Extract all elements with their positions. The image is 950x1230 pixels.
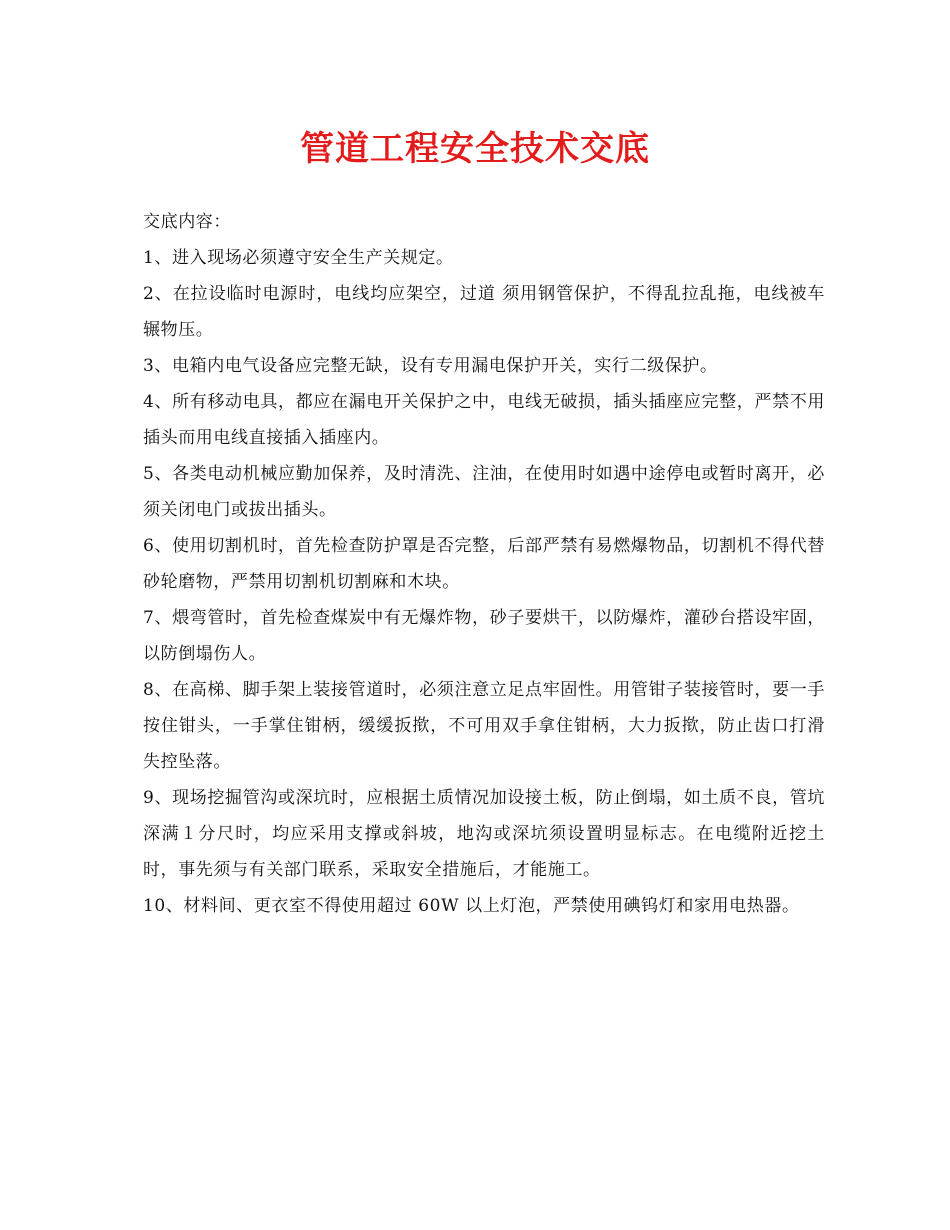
list-item-1: 1、进入现场必须遵守安全生产关规定。 [143, 248, 454, 268]
intro-line: 交底内容： [143, 212, 231, 232]
document-title: 管道工程安全技术交底 [300, 129, 650, 169]
list-item-5: 5、各类电动机械应勤加保养，及时清洗、注油，在使用时如遇中途停电或暂时离开，必须关闭电门或拔出插头。 [143, 464, 825, 520]
list-item-7: 7、煨弯管时，首先检查煤炭中有无爆炸物，砂子要烘干，以防爆炸，灌砂台搭设牢固，以防倒塌伤人。 [143, 608, 825, 664]
list-item-4: 4、所有移动电具，都应在漏电开关保护之中，电线无破损，插头插座应完整，严禁不用插头而用电线直接插入插座内。 [143, 392, 825, 448]
list-item-10: 10、材料间、更衣室不得使用超过 60W 以上灯泡，严禁使用碘钨灯和家用电热器。 [143, 896, 800, 916]
list-item-2: 2、在拉设临时电源时，电线均应架空，过道 须用钢管保护，不得乱拉乱拖，电线被车辗物压。 [143, 284, 825, 340]
list-item-9: 9、现场挖掘管沟或深坑时，应根据土质情况加设接土板，防止倒塌，如土质不良，管坑深满１分尺时，均应采用支撑或斜坡，地沟或深坑须设置明显标志。在电缆附近挖土时，事先须与有关部门联系，采取安全措施后，才能施工。 [143, 788, 825, 880]
list-item-6: 6、使用切割机时，首先检查防护罩是否完整，后部严禁有易燃爆物品，切割机不得代替砂轮磨物，严禁用切割机切割麻和木块。 [143, 536, 825, 592]
list-item-8: 8、在高梯、脚手架上装接管道时，必须注意立足点牢固性。用管钳子装接管时，要一手按住钳头，一手掌住钳柄，缓缓扳揿，不可用双手拿住钳柄，大力扳揿，防止齿口打滑失控坠落。 [143, 680, 825, 772]
list-item-3: 3、电箱内电气设备应完整无缺，设有专用漏电保护开关，实行二级保护。 [143, 356, 718, 376]
document-body [143, 204, 825, 924]
